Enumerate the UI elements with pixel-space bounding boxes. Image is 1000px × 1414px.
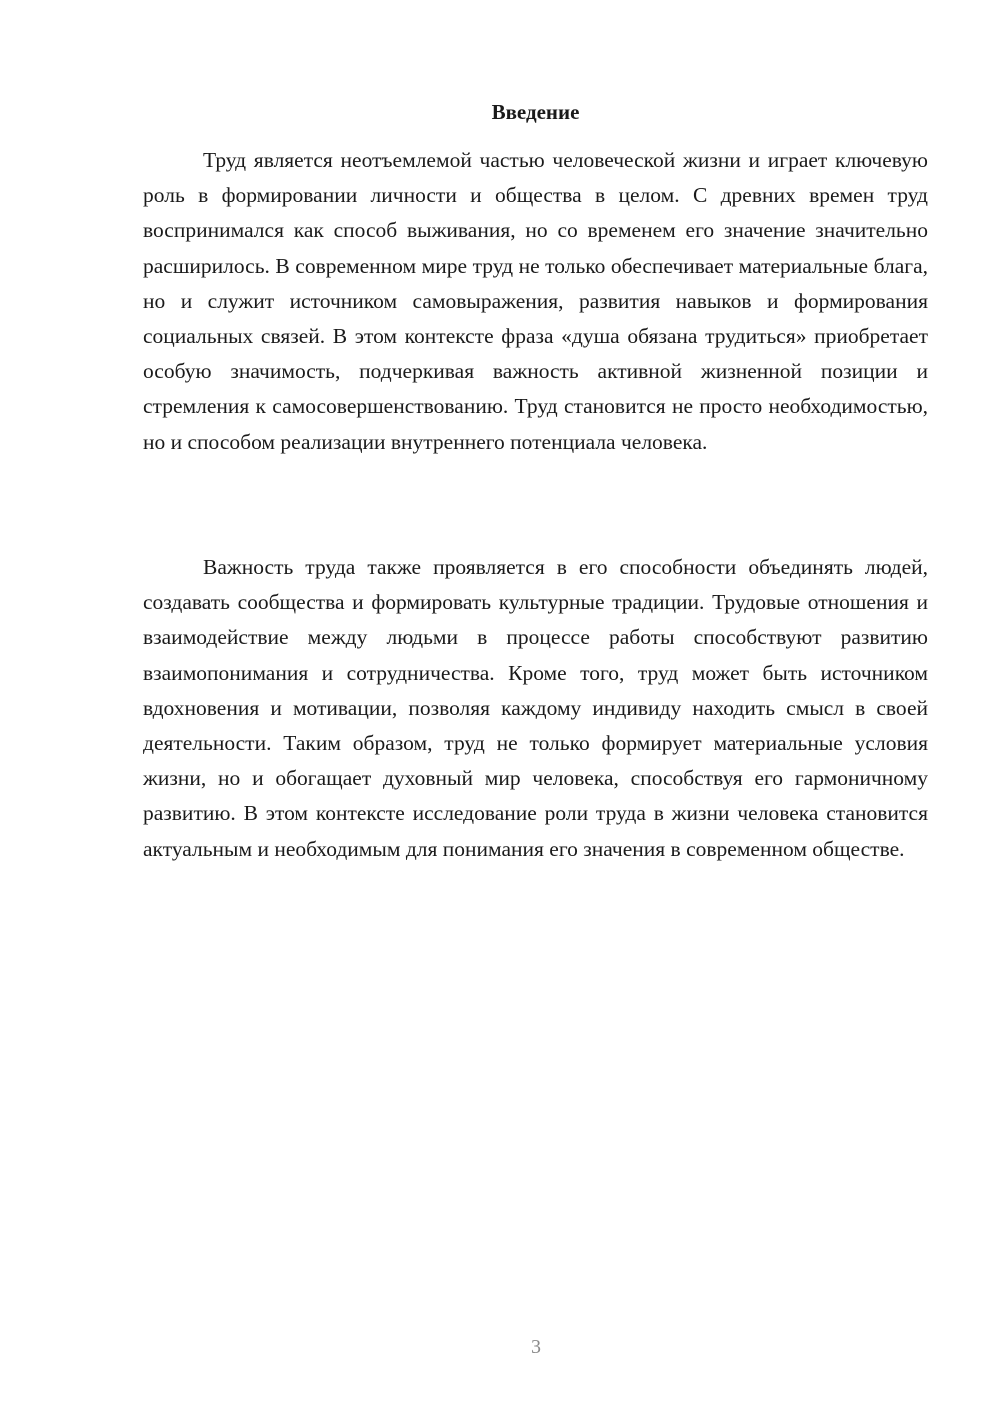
- paragraph-1: Труд является неотъемлемой частью человеческой жизни и играет ключевую роль в формировании личности и общества в целом. С древних времен труд воспринимался как способ выживания, но со временем его значение значительно расширилось. В современном мире труд не только обеспечивает материальные блага, но и служит источником самовыражения, развития навыков и формирования социальных связей. В этом контексте фраза «душа обязана трудиться» приобретает особую значимость, подчеркивая важность активной жизненной позиции и стремления к самосовершенствованию. Труд становится не просто необходимостью, но и способом реализации внутреннего потенциала человека.: [143, 148, 928, 454]
- page-number: 3: [531, 1336, 541, 1358]
- section-heading: Введение: [491, 100, 580, 124]
- paragraph-2: Важность труда также проявляется в его способности объединять людей, создавать сообщества и формировать культурные традиции. Трудовые отношения и взаимодействие между людьми в процессе работы способствуют развитию взаимопонимания и сотрудничества. Кроме того, труд может быть источником вдохновения и мотивации, позволяя каждому индивиду находить смысл в своей деятельности. Таким образом, труд не только формирует материальные условия жизни, но и обогащает духовный мир человека, способствуя его гармоничному развитию. В этом контексте исследование роли труда в жизни человека становится актуальным и необходимым для понимания его значения в современном обществе.: [143, 555, 928, 861]
